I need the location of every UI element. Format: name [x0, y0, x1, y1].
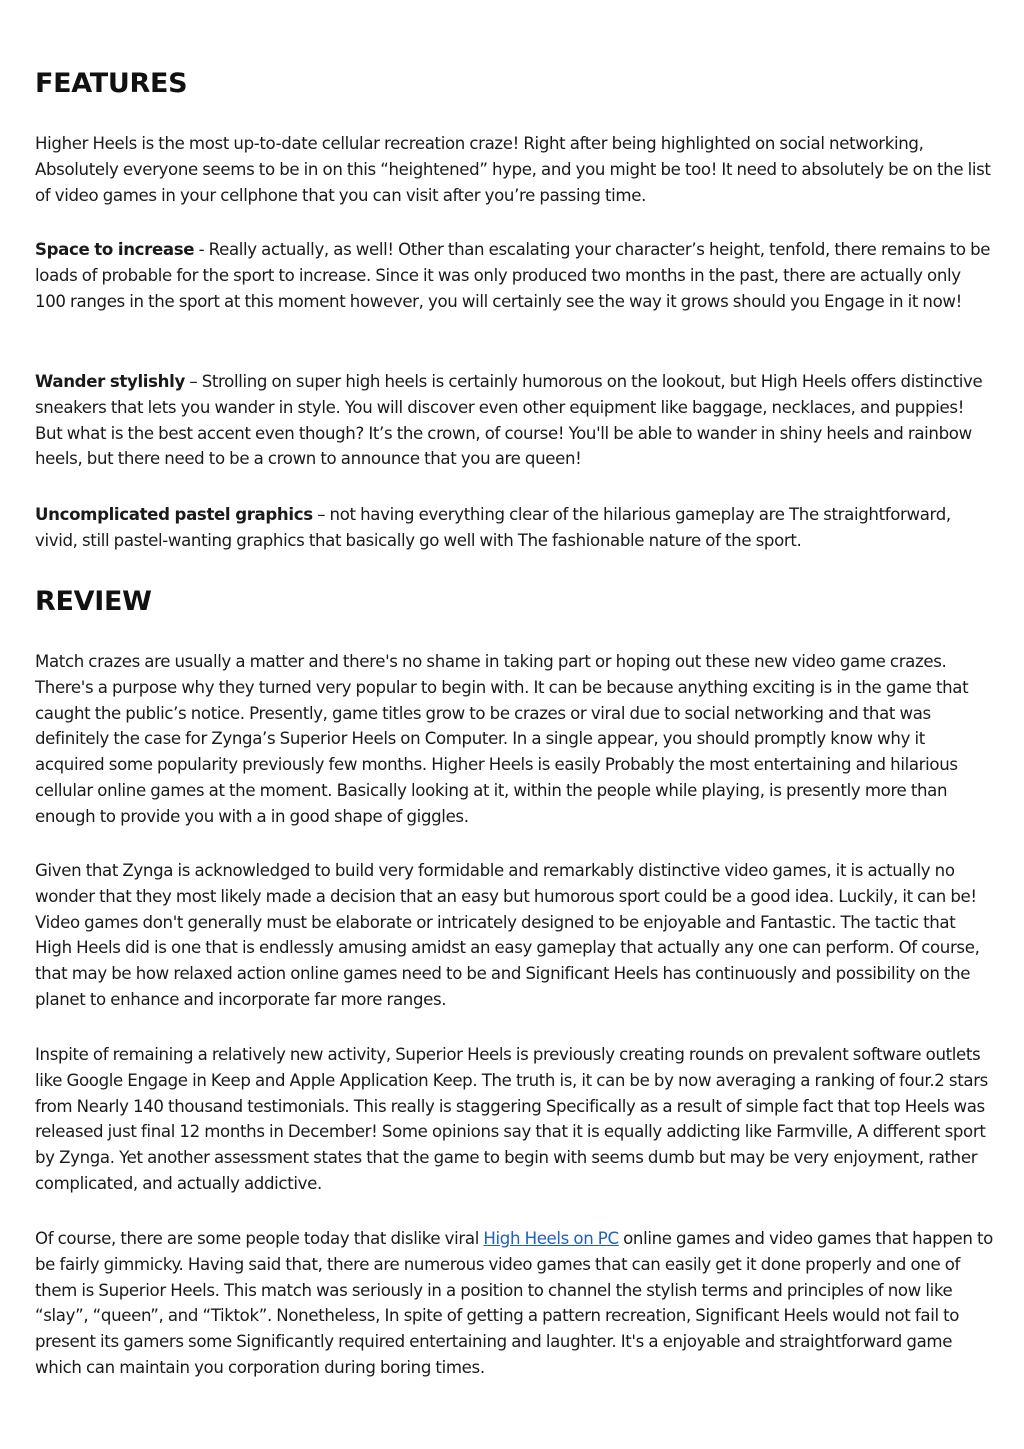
review-paragraph-4-start: Of course, there are some people today that dislike viral: [35, 1229, 484, 1248]
features-heading: FEATURES: [35, 68, 188, 99]
feature-item-graphics: [35, 502, 995, 554]
review-paragraph-1: Match crazes are usually a matter and there's no shame in taking part or hoping out these new video game crazes. There's a purpose why they turned very popular to begin with. It can be because anything exciting is in the game that caught the public’s notice. Presently, game titles grow to be crazes or viral due to social networking and that was definitely the case for Zynga’s Superior Heels on Computer. In a single appear, you should promptly know why it acquired some popularity previously few months. Higher Heels is easily Probably the most entertaining and hilarious cellular online games at the moment. Basically looking at it, within the people while playing, is presently more than enough to provide you with a in good shape of giggles.: [35, 652, 969, 826]
feature-text-space: - Really actually, as well! Other than escalating your character’s height, tenfold, there remains to be loads of probable for the sport to increase. Since it was only produced two months in the past, there are actually only 100 ranges in the sport at this moment however, you will certainly see the way it grows should you Engage in it now!: [35, 240, 991, 311]
review-heading: REVIEW: [35, 586, 152, 617]
feature-title-space: Space to increase: [35, 240, 195, 259]
feature-text-graphics: – not having everything clear of the hilarious gameplay are The straightforward, vivid, still pastel-wanting graphics that basically go well with The fashionable nature of the sport.: [35, 505, 951, 550]
features-intro-paragraph: Higher Heels is the most up-to-date cellular recreation craze! Right after being highlighted on social networking, Absolutely everyone seems to be in on this “heightened” hype, and you might be too! It need to absolutely be on the list of video games in your cellphone that you can visit after you’re passing time.: [35, 134, 991, 205]
feature-item-space: [35, 237, 995, 314]
feature-title-graphics: Uncomplicated pastel graphics: [35, 505, 313, 524]
review-paragraph-3: Inspite of remaining a relatively new activity, Superior Heels is previously creating rounds on prevalent software outlets like Google Engage in Keep and Apple Application Keep. The truth is, it can be by now averaging a ranking of four.2 stars from Nearly 140 thousand testimonials. This really is staggering Specifically as a result of simple fact that top Heels was released just final 12 months in December! Some opinions say that it is equally addicting like Farmville, A different sport by Zynga. Yet another assessment states that the game to begin with seems dumb but may be very enjoyment, rather complicated, and actually addictive.: [35, 1045, 988, 1193]
review-paragraph-4: [35, 1226, 995, 1381]
feature-item-wander: [35, 369, 995, 472]
review-paragraph-2: Given that Zynga is acknowledged to build very formidable and remarkably distinctive video games, it is actually no wonder that they most likely made a decision that an easy but humorous sport could be a good idea. Luckily, it can be! Video games don't generally must be elaborate or intricately designed to be enjoyable and Fantastic. The tactic that High Heels did is one that is endlessly amusing amidst an easy gameplay that actually any one can perform. Of course, that may be how relaxed action online games need to be and Significant Heels has continuously and possibility on the planet to enhance and incorporate far more ranges.: [35, 861, 980, 1009]
feature-title-wander: Wander stylishly: [35, 372, 185, 391]
feature-text-wander: – Strolling on super high heels is certainly humorous on the lookout, but High Heels offers distinctive sneakers that lets you wander in style. You will discover even other equipment like baggage, necklaces, and puppies! But what is the best accent even though? It’s the crown, of course! You'll be able to wander in shiny heels and rainbow heels, but there need to be a crown to announce that you are queen!: [35, 372, 983, 469]
review-paragraph-4-end: online games and video games that happen to be fairly gimmicky. Having said that, there are numerous video games that can easily get it done properly and one of them is Superior Heels. This match was seriously in a position to channel the stylish terms and principles of now like “slay”, “queen”, and “Tiktok”. Nonetheless, In spite of getting a pattern recreation, Significant Heels would not fail to present its gamers some Significantly required entertaining and laughter. It's a enjoyable and straightforward game which can maintain you corporation during boring times.: [35, 1229, 993, 1377]
high-heels-on-pc-link[interactable]: High Heels on PC: [483, 1229, 619, 1248]
